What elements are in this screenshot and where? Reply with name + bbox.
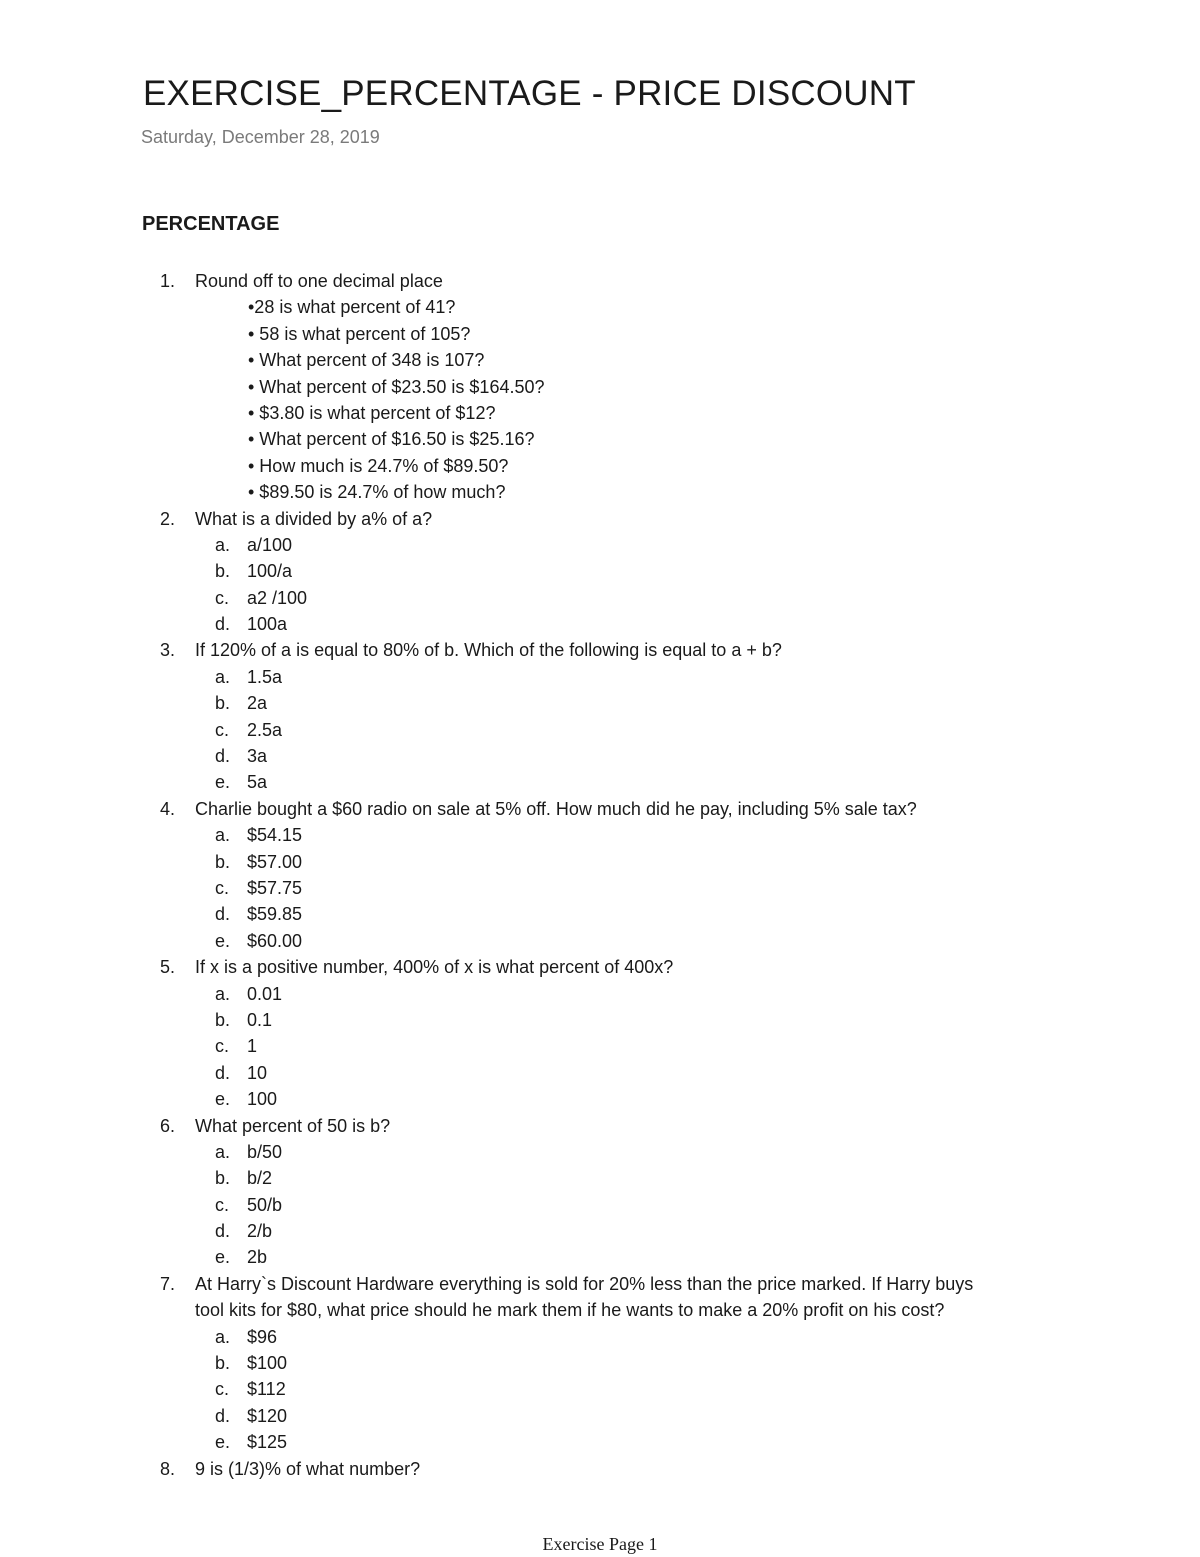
option-letter: d.: [215, 614, 231, 635]
option-item: [0, 1244, 1200, 1270]
option-letter: b.: [215, 1353, 231, 1374]
option-text: 100/a: [247, 561, 293, 582]
page-footer: Exercise Page 1: [542, 1534, 658, 1554]
option-item: [0, 1086, 1200, 1112]
option-item: [0, 532, 1200, 558]
question-text: Charlie bought a $60 radio on sale at 5% off. How much did he pay, including 5% sale tax?: [195, 798, 917, 819]
question-text: At Harry`s Discount Hardware everything is sold for 20% less than the price marked. If Harry buys: [195, 1273, 974, 1294]
bullet-item: [0, 374, 1200, 400]
option-letter: c.: [215, 719, 230, 740]
bullet-text: • How much is 24.7% of $89.50?: [248, 455, 509, 476]
option-letter: a.: [215, 825, 231, 846]
option-text: 1: [247, 1036, 258, 1057]
option-item: [0, 585, 1200, 611]
question-number: 7.: [160, 1273, 176, 1294]
option-letter: b.: [215, 1009, 231, 1030]
option-item: [0, 875, 1200, 901]
section-heading: PERCENTAGE: [142, 213, 280, 235]
option-item: [0, 1033, 1200, 1059]
question-number: 8.: [160, 1458, 176, 1479]
bullet-item: [0, 479, 1200, 505]
question-row-continued: [0, 1297, 1200, 1323]
option-letter: a.: [215, 534, 231, 555]
question-row: [0, 637, 1200, 663]
option-letter: c.: [215, 1379, 230, 1400]
option-text: $112: [247, 1379, 286, 1400]
bullet-text: • What percent of 348 is 107?: [248, 350, 485, 371]
option-item: [0, 1350, 1200, 1376]
question-number: 2.: [160, 508, 176, 529]
document-date: Saturday, December 28, 2019: [141, 127, 380, 147]
bullet-text: •28 is what percent of 41?: [248, 297, 456, 318]
bullet-text: • $89.50 is 24.7% of how much?: [248, 482, 506, 503]
option-item: [0, 690, 1200, 716]
option-text: b/2: [247, 1168, 273, 1189]
option-item: [0, 928, 1200, 954]
option-letter: c.: [215, 1194, 230, 1215]
option-text: 0.1: [247, 1009, 273, 1030]
option-letter: a.: [215, 1141, 231, 1162]
option-letter: e.: [215, 772, 231, 793]
option-text: 2.5a: [247, 719, 283, 740]
option-letter: e.: [215, 1247, 231, 1268]
option-item: [0, 664, 1200, 690]
question-row: [0, 506, 1200, 532]
option-text: 10: [247, 1062, 268, 1083]
option-letter: a.: [215, 666, 231, 687]
question-text: If 120% of a is equal to 80% of b. Which of the following is equal to a + b?: [195, 640, 782, 661]
option-item: [0, 1429, 1200, 1455]
option-letter: a.: [215, 983, 231, 1004]
bullet-item: [0, 347, 1200, 373]
option-text: $57.00: [247, 851, 303, 872]
option-letter: c.: [215, 877, 230, 898]
option-text: 100a: [247, 614, 288, 635]
option-text: $125: [247, 1432, 288, 1453]
option-text: $54.15: [247, 825, 303, 846]
bullet-item: [0, 426, 1200, 452]
option-item: [0, 1007, 1200, 1033]
option-text: a/100: [247, 534, 293, 555]
option-item: [0, 901, 1200, 927]
bullet-item: [0, 453, 1200, 479]
option-item: [0, 822, 1200, 848]
question-number: 5.: [160, 957, 176, 978]
option-item: [0, 1192, 1200, 1218]
option-item: [0, 1218, 1200, 1244]
option-letter: d.: [215, 904, 231, 925]
option-text: 0.01: [247, 983, 283, 1004]
question-text: What percent of 50 is b?: [195, 1115, 391, 1136]
bullet-item: [0, 321, 1200, 347]
bullet-item: [0, 400, 1200, 426]
option-text: $60.00: [247, 930, 303, 951]
option-letter: e.: [215, 930, 231, 951]
option-letter: d.: [215, 1062, 231, 1083]
question-row: [0, 268, 1200, 294]
option-text: b/50: [247, 1141, 283, 1162]
question-list: [0, 268, 1200, 1482]
option-text: a2 /100: [247, 587, 308, 608]
question-text: If x is a positive number, 400% of x is what percent of 400x?: [195, 957, 674, 978]
bullet-text: • 58 is what percent of 105?: [248, 323, 471, 344]
option-item: [0, 1403, 1200, 1429]
question-text-continued: tool kits for $80, what price should he mark them if he wants to make a 20% profit on his cost?: [195, 1300, 945, 1321]
option-letter: d.: [215, 746, 231, 767]
option-text: 2b: [247, 1247, 268, 1268]
question-number: 3.: [160, 640, 176, 661]
bullet-text: • $3.80 is what percent of $12?: [248, 402, 496, 423]
option-letter: b.: [215, 1168, 231, 1189]
option-text: 50/b: [247, 1194, 283, 1215]
option-text: $120: [247, 1405, 288, 1426]
question-text: 9 is (1/3)% of what number?: [195, 1458, 421, 1479]
question-row: [0, 1456, 1200, 1482]
option-item: [0, 1165, 1200, 1191]
option-letter: e.: [215, 1089, 231, 1110]
option-text: $100: [247, 1353, 288, 1374]
option-letter: a.: [215, 1326, 231, 1347]
option-text: 1.5a: [247, 666, 283, 687]
option-text: 100: [247, 1089, 278, 1110]
option-letter: c.: [215, 1036, 230, 1057]
option-item: [0, 717, 1200, 743]
option-text: $96: [247, 1326, 278, 1347]
question-row: [0, 1113, 1200, 1139]
option-item: [0, 769, 1200, 795]
option-item: [0, 1324, 1200, 1350]
option-text: 2/b: [247, 1221, 273, 1242]
option-text: 2a: [247, 693, 268, 714]
option-item: [0, 1139, 1200, 1165]
question-row: [0, 954, 1200, 980]
document-title: EXERCISE_PERCENTAGE - PRICE DISCOUNT: [143, 74, 916, 113]
bullet-item: [0, 294, 1200, 320]
option-letter: c.: [215, 587, 230, 608]
option-text: 5a: [247, 772, 268, 793]
question-row: [0, 796, 1200, 822]
option-item: [0, 743, 1200, 769]
option-letter: d.: [215, 1221, 231, 1242]
option-item: [0, 558, 1200, 584]
option-letter: b.: [215, 693, 231, 714]
option-letter: e.: [215, 1432, 231, 1453]
question-text: What is a divided by a% of a?: [195, 508, 433, 529]
question-row: [0, 1271, 1200, 1297]
bullet-text: • What percent of $16.50 is $25.16?: [248, 429, 535, 450]
option-letter: b.: [215, 851, 231, 872]
option-item: [0, 1060, 1200, 1086]
question-number: 4.: [160, 798, 176, 819]
question-text: Round off to one decimal place: [195, 271, 443, 291]
question-number: 6.: [160, 1115, 176, 1136]
option-item: [0, 981, 1200, 1007]
option-letter: d.: [215, 1405, 231, 1426]
option-text: $59.85: [247, 904, 303, 925]
option-item: [0, 1376, 1200, 1402]
option-text: $57.75: [247, 877, 303, 898]
option-text: 3a: [247, 746, 268, 767]
option-item: [0, 849, 1200, 875]
bullet-text: • What percent of $23.50 is $164.50?: [248, 376, 545, 397]
question-number: 1.: [160, 271, 176, 291]
option-letter: b.: [215, 561, 231, 582]
option-item: [0, 611, 1200, 637]
